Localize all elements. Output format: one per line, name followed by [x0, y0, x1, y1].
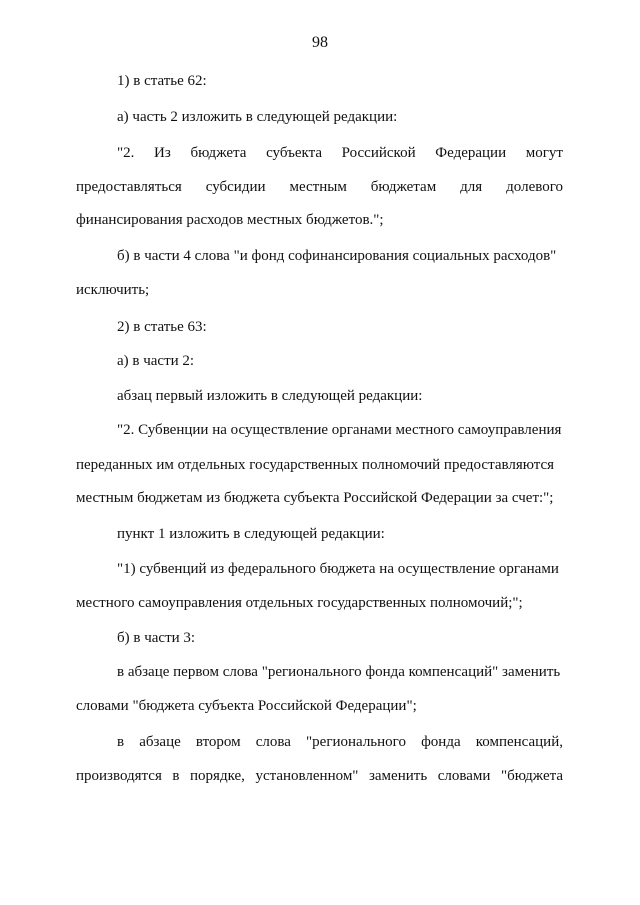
text-line: местного самоуправления отдельных государственных полномочий;"; — [76, 595, 523, 611]
text-line: словами "бюджета субъекта Российской Федерации"; — [76, 698, 417, 714]
text-line: в абзаце первом слова "регионального фонда компенсаций" заменить — [117, 664, 561, 680]
text-line: а) в части 2: — [117, 353, 195, 369]
text-line: переданных им отдельных государственных полномочий предоставляются — [76, 457, 555, 473]
text-line: "1) субвенций из федерального бюджета на осуществление органами — [117, 561, 559, 577]
text-line: производятся в порядке, установленном" заменить словами "бюджета — [76, 768, 563, 784]
text-line: б) в части 4 слова "и фонд софинансирования социальных расходов" — [117, 248, 557, 264]
text-line: 2) в статье 63: — [117, 319, 207, 335]
text-line: 1) в статье 62: — [117, 73, 207, 89]
text-line: исключить; — [76, 282, 150, 298]
text-line: пункт 1 изложить в следующей редакции: — [117, 526, 385, 542]
text-line: б) в части 3: — [117, 630, 196, 646]
text-line: предоставляться субсидии местным бюджетам для долевого — [76, 179, 563, 195]
text-line: а) часть 2 изложить в следующей редакции: — [117, 109, 398, 125]
text-line: в абзаце втором слова "регионального фонда компенсаций, — [117, 734, 563, 750]
text-line: "2. Субвенции на осуществление органами местного самоуправления — [117, 422, 562, 438]
text-line: "2. Из бюджета субъекта Российской Федерации могут — [117, 145, 563, 161]
text-line: финансирования расходов местных бюджетов."; — [76, 212, 384, 228]
text-line: местным бюджетам из бюджета субъекта Российской Федерации за счет:"; — [76, 490, 554, 506]
text-line: абзац первый изложить в следующей редакции: — [117, 388, 423, 404]
page-number: 98 — [312, 34, 328, 51]
